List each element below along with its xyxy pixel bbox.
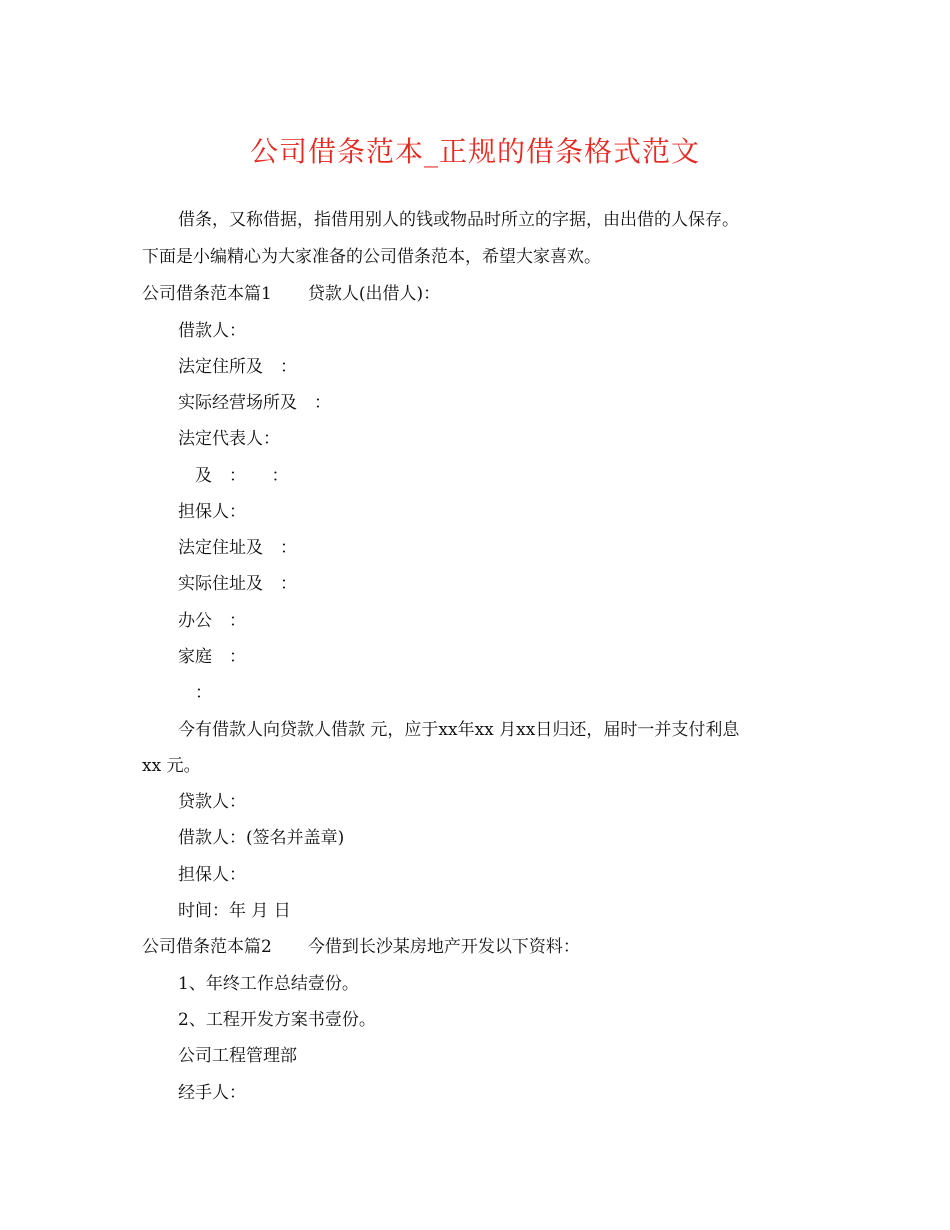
section2-heading: 公司借条范本篇2 bbox=[142, 937, 272, 957]
section2-line: 经手人： bbox=[178, 1083, 246, 1103]
section1-sign-line: 时间：年 月 日 bbox=[178, 901, 291, 921]
section1-line: 实际经营场所及 ： bbox=[178, 393, 331, 413]
section1-sign-line: 贷款人： bbox=[178, 792, 246, 812]
section1-line: ： bbox=[178, 683, 212, 703]
section1-line: 法定住址及 ： bbox=[178, 538, 297, 558]
section2-line: 公司工程管理部 bbox=[178, 1046, 297, 1066]
section2-heading-text: 今借到长沙某房地产开发以下资料： bbox=[307, 937, 580, 957]
section1-body-line-2: xx 元。 bbox=[142, 756, 201, 776]
intro-line-2: 下面是小编精心为大家准备的公司借条范本，希望大家喜欢。 bbox=[142, 247, 601, 267]
section2-line: 1、年终工作总结壹份。 bbox=[178, 974, 359, 994]
intro-line-1: 借条，又称借据，指借用别人的钱或物品时所立的字据，由出借的人保存。 bbox=[178, 210, 739, 230]
section1-line: 及 ： ： bbox=[178, 466, 289, 486]
section1-line: 法定代表人： bbox=[178, 429, 280, 449]
section1-heading: 公司借条范本篇1 bbox=[142, 284, 272, 304]
section2-line: 2、工程开发方案书壹份。 bbox=[178, 1010, 376, 1030]
section1-line: 办公 ： bbox=[178, 611, 246, 631]
section1-sign-line: 借款人：(签名并盖章) bbox=[178, 828, 345, 848]
document-title: 公司借条范本_正规的借条格式范文 bbox=[249, 135, 700, 168]
section1-line: 实际住址及 ： bbox=[178, 574, 297, 594]
section2-heading-row bbox=[142, 935, 580, 959]
section1-heading-text: 贷款人(出借人)： bbox=[307, 284, 441, 304]
section1-line: 法定住所及 ： bbox=[178, 357, 297, 377]
section1-line: 担保人： bbox=[178, 502, 246, 522]
section1-line: 借款人： bbox=[178, 321, 246, 341]
section1-sign-line: 担保人： bbox=[178, 865, 246, 885]
section1-body-line-1: 今有借款人向贷款人借款 元，应于xx年xx 月xx日归还，届时一并支付利息 bbox=[178, 720, 740, 740]
section1-heading-row bbox=[142, 282, 440, 306]
section1-line: 家庭 ： bbox=[178, 647, 246, 667]
